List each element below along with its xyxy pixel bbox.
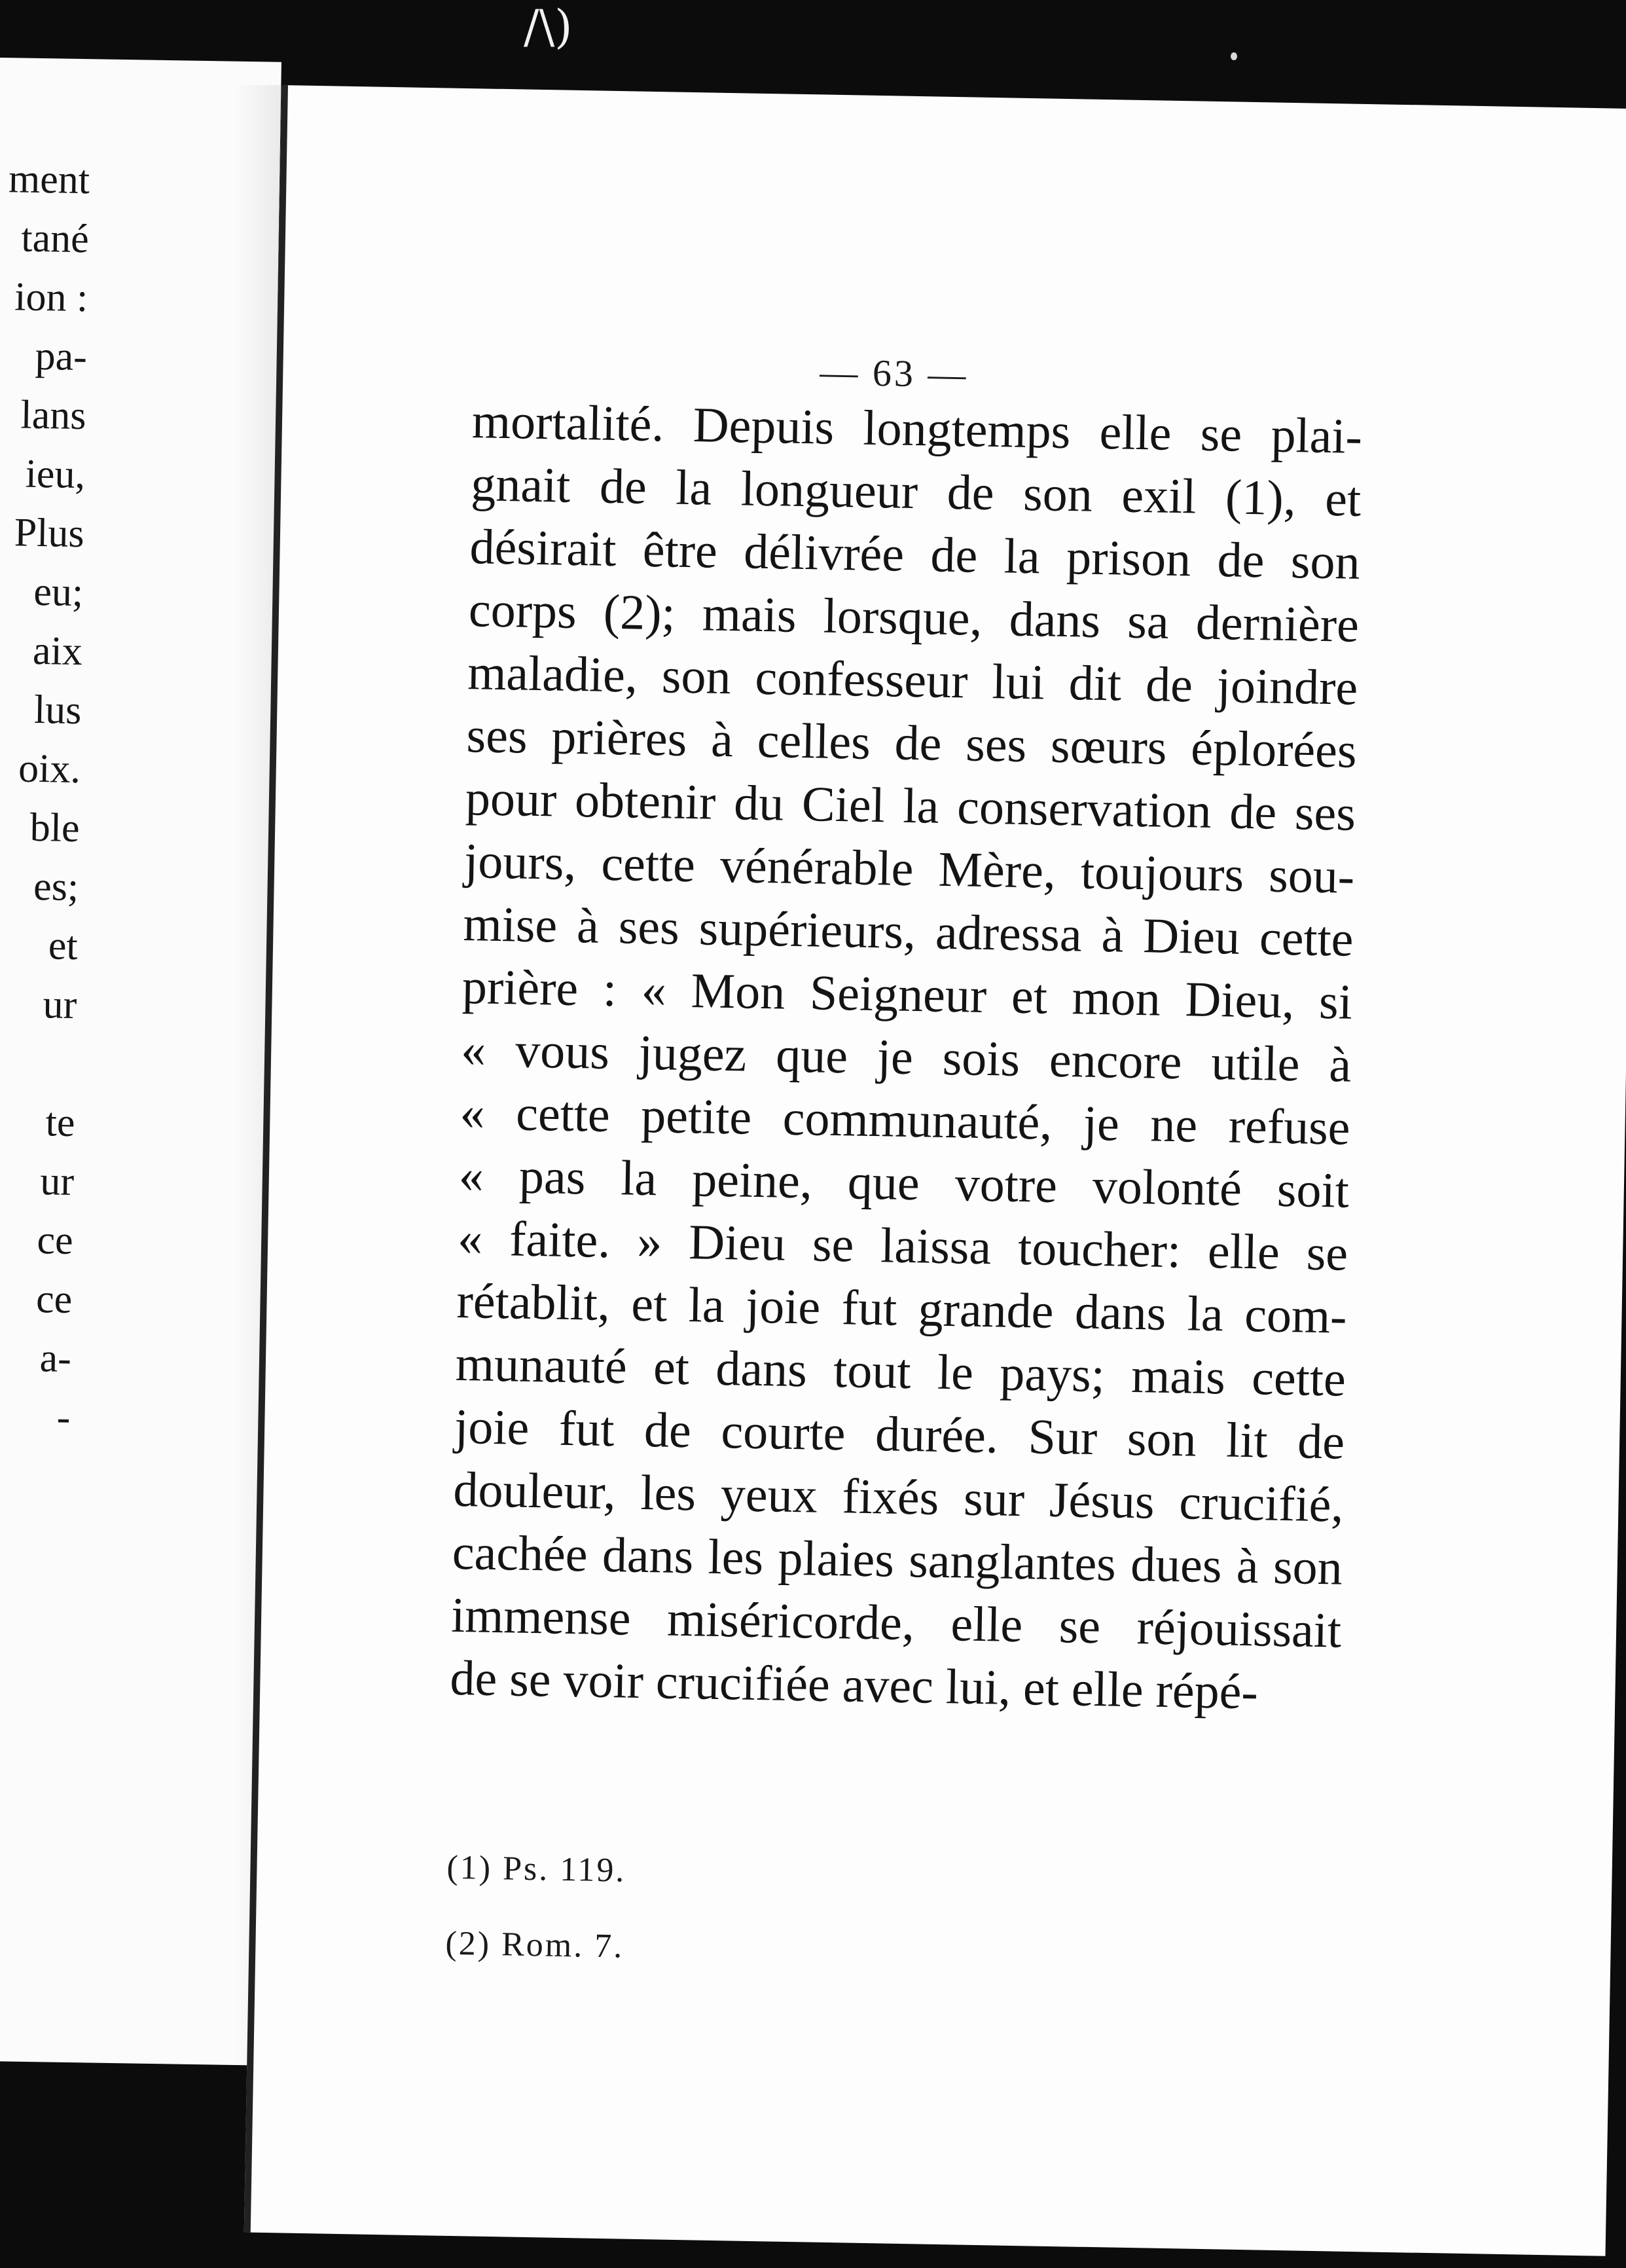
footnote: (1) Ps. 119. xyxy=(446,1848,626,1890)
left-page-line: oix. xyxy=(18,746,81,792)
text-line: corps (2); mais lorsque, dans sa dernière xyxy=(468,582,1360,653)
text-line: rétablit, et la joie fut grande dans la com- xyxy=(456,1273,1348,1344)
body-text xyxy=(450,390,1363,1725)
text-line: joie fut de courte durée. Sur son lit de xyxy=(454,1399,1345,1470)
text-line: mortalité. Depuis longtemps elle se plai- xyxy=(471,393,1363,464)
text-line: pour obtenir du Ciel la conservation de ses xyxy=(465,771,1356,841)
left-page-line: ce xyxy=(35,1277,73,1322)
left-page-line: Plus xyxy=(14,510,85,557)
left-page-line: ble xyxy=(29,805,81,851)
left-page-line: et xyxy=(48,923,79,969)
left-page-line: aix xyxy=(32,628,83,674)
page-number: — 63 — xyxy=(819,350,969,396)
text-line: « vous jugez que je sois encore utile à xyxy=(460,1022,1352,1093)
text-line: prière : « Mon Seigneur et mon Dieu, si xyxy=(461,959,1353,1030)
book-page xyxy=(244,85,1626,2256)
text-line: maladie, son confesseur lui dit de joindre xyxy=(467,645,1358,716)
left-page-line: ur xyxy=(39,1159,75,1204)
text-line: cachée dans les plaies sanglantes dues à son xyxy=(452,1524,1343,1596)
text-line: désirait être délivrée de la prison de son xyxy=(469,519,1361,590)
text-line: de se voir crucifiée avec lui, et elle répé- xyxy=(449,1650,1259,1720)
left-page-line: te xyxy=(45,1100,75,1145)
text-line: mise à ses supérieurs, adressa à Dieu cette xyxy=(462,896,1354,967)
text-line: gnait de la longueur de son exil (1), et xyxy=(470,456,1362,527)
left-page-line: pa- xyxy=(35,333,88,380)
left-page-line: tané xyxy=(20,215,90,262)
text-line: immense miséricorde, elle se réjouissait xyxy=(450,1587,1342,1658)
left-page-line: ur xyxy=(43,982,77,1028)
left-page-line: lus xyxy=(33,687,82,733)
left-page-line: ce xyxy=(37,1218,74,1263)
left-page-line: ieu, xyxy=(25,451,86,498)
text-line: douleur, les yeux fixés sur Jésus crucifié, xyxy=(452,1461,1345,1533)
left-page-line: lans xyxy=(20,392,86,439)
left-page-line: a- xyxy=(39,1336,72,1381)
speck xyxy=(1231,52,1237,60)
left-page-line: ment xyxy=(8,156,90,203)
text-line: jours, cette vénérable Mère, toujours sou- xyxy=(463,833,1355,904)
left-page-line: es; xyxy=(33,864,79,910)
text-line: ses prières à celles de ses sœurs éplorées xyxy=(465,708,1358,778)
left-page-line: - xyxy=(56,1395,71,1440)
text-line: « pas la peine, que votre volonté soit xyxy=(458,1147,1350,1218)
text-line: « cette petite communauté, je ne refuse xyxy=(459,1085,1351,1156)
handwritten-mark: /\) xyxy=(524,0,573,54)
left-page-line: ion : xyxy=(14,274,88,321)
left-page-line: eu; xyxy=(33,569,84,615)
text-line: munauté et dans tout le pays; mais cette xyxy=(455,1336,1346,1407)
footnote: (2) Rom. 7. xyxy=(445,1924,624,1966)
text-line: « faite. » Dieu se laissa toucher: elle se xyxy=(457,1210,1348,1281)
footnotes xyxy=(444,1830,626,1985)
